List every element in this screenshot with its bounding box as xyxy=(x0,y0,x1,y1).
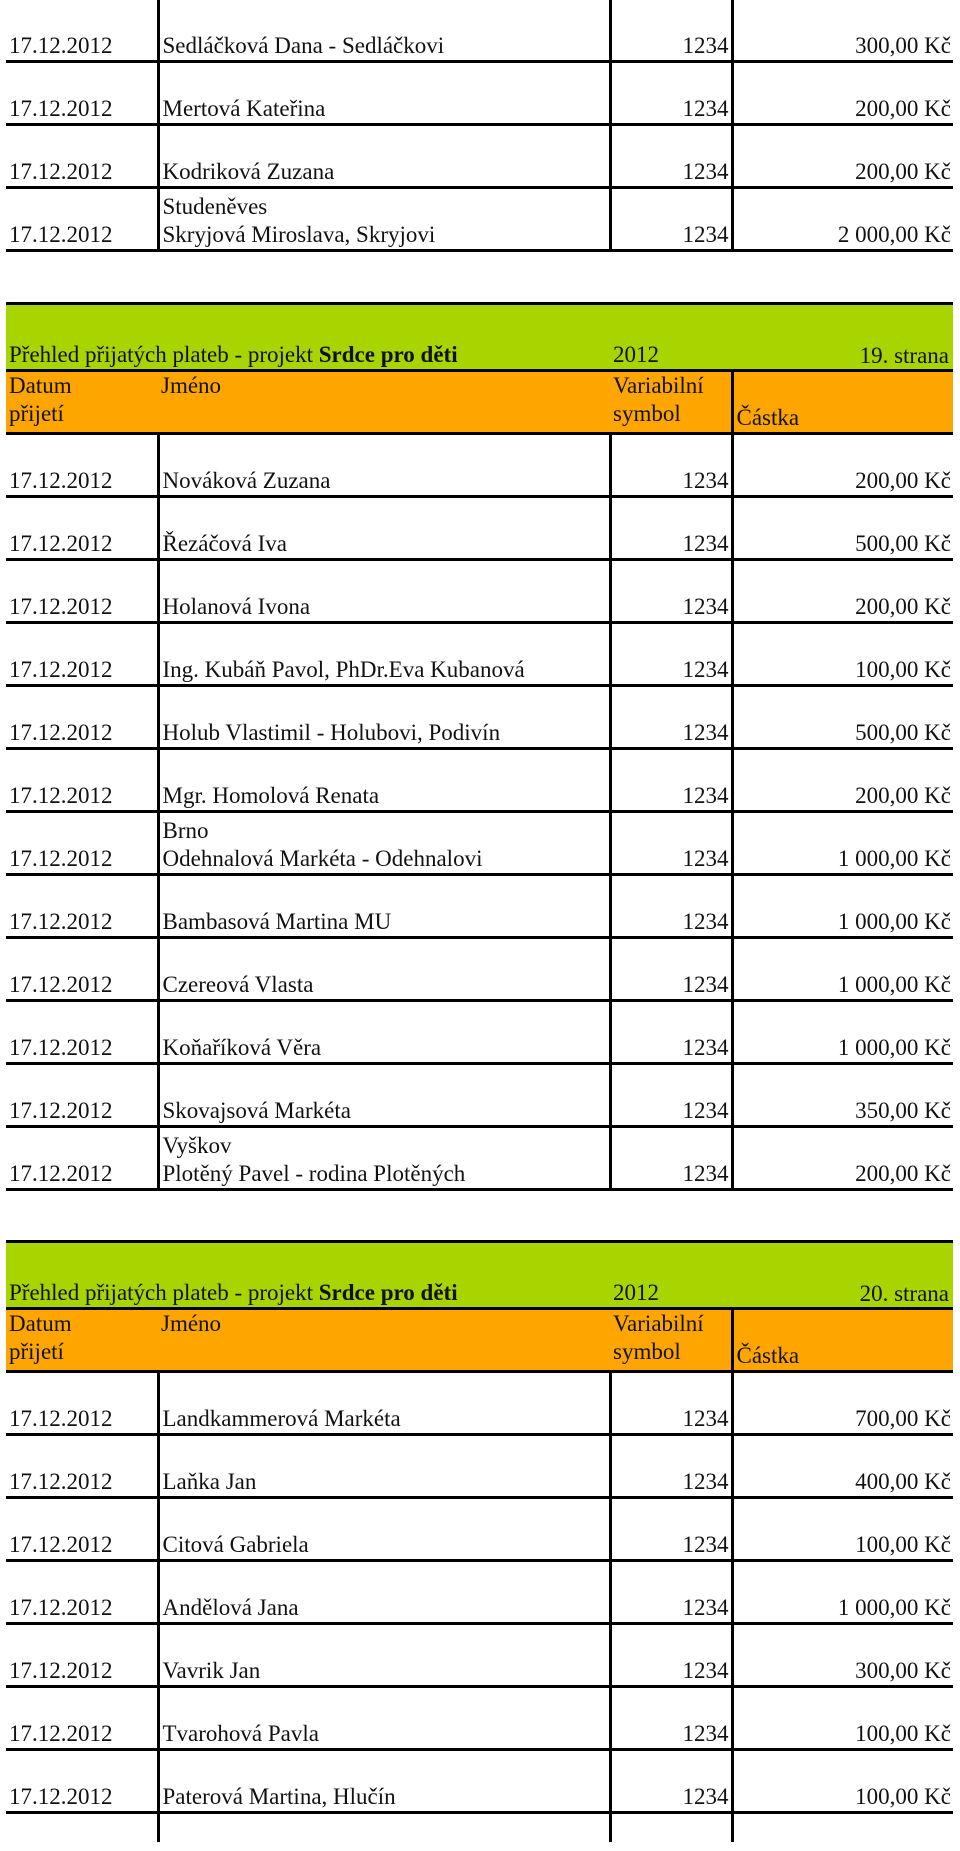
row-variable-symbol: 1234 xyxy=(610,1498,732,1561)
column-headers xyxy=(6,371,953,434)
row-variable-symbol: 1234 xyxy=(610,560,732,623)
row-date: 17.12.2012 xyxy=(6,1687,158,1750)
row-amount: 500,00 Kč xyxy=(732,497,953,560)
row-amount: 200,00 Kč xyxy=(732,749,953,812)
row-date: 17.12.2012 xyxy=(6,1624,158,1687)
row-name: Holanová Ivona xyxy=(158,560,610,623)
row-date: 17.12.2012 xyxy=(6,1750,158,1813)
row-name: Tvarohová Pavla xyxy=(158,1687,610,1750)
row-variable-symbol: 1234 xyxy=(610,812,732,875)
row-amount: 350,00 Kč xyxy=(732,1064,953,1127)
header-amount: 20. strana Částka xyxy=(732,1309,953,1372)
table-row xyxy=(6,1624,953,1687)
row-amount: 200,00 Kč xyxy=(732,1127,953,1190)
row-name: Vavrik Jan xyxy=(158,1624,610,1687)
row-date: 17.12.2012 xyxy=(6,1372,158,1435)
row-name: Řezáčová Iva xyxy=(158,497,610,560)
page-20-block xyxy=(6,1240,953,1842)
row-amount: 200,00 Kč xyxy=(732,125,953,188)
row-amount: 1 000,00 Kč xyxy=(732,1001,953,1064)
table-row xyxy=(6,434,953,497)
table-row xyxy=(6,1750,953,1813)
section-top-rows xyxy=(6,0,953,252)
table-row xyxy=(6,1372,953,1435)
header-name: Jméno xyxy=(158,1309,610,1372)
table-row xyxy=(6,686,953,749)
table-row xyxy=(6,1687,953,1750)
row-name: Czereová Vlasta xyxy=(158,938,610,1001)
row-location: Studeněves xyxy=(162,194,268,219)
column-headers xyxy=(6,1309,953,1372)
table-row xyxy=(6,938,953,1001)
row-name: Holub Vlastimil - Holubovi, Podivín xyxy=(158,686,610,749)
table-row xyxy=(6,1127,953,1190)
row-date: 17.12.2012 xyxy=(6,749,158,812)
table-row xyxy=(6,812,953,875)
page-number: 20. strana xyxy=(859,1281,949,1306)
row-variable-symbol: 1234 xyxy=(610,1372,732,1435)
row-name: Landkammerová Markéta xyxy=(158,1372,610,1435)
table-row xyxy=(6,1001,953,1064)
row-amount: 100,00 Kč xyxy=(732,623,953,686)
row-amount: 300,00 Kč xyxy=(732,1624,953,1687)
row-amount: 1 000,00 Kč xyxy=(732,938,953,1001)
table-row xyxy=(6,62,953,125)
row-amount: 100,00 Kč xyxy=(732,1498,953,1561)
table-row xyxy=(6,1561,953,1624)
row-name: Koňaříková Věra xyxy=(158,1001,610,1064)
row-variable-symbol: 1234 xyxy=(610,1001,732,1064)
report-year: 2012 xyxy=(613,1280,660,1305)
row-variable-symbol: 1234 xyxy=(610,1064,732,1127)
table-row xyxy=(6,1435,953,1498)
table-row xyxy=(6,1498,953,1561)
report-title: Přehled přijatých plateb - projekt Srdce pro děti xyxy=(9,1280,458,1305)
row-variable-symbol: 1234 xyxy=(610,1561,732,1624)
row-amount: 700,00 Kč xyxy=(732,1372,953,1435)
row-amount: 100,00 Kč xyxy=(732,1687,953,1750)
row-amount: 200,00 Kč xyxy=(732,434,953,497)
row-date: 17.12.2012 xyxy=(6,560,158,623)
row-date: 17.12.2012 xyxy=(6,1001,158,1064)
row-date: 17.12.2012 xyxy=(6,1127,158,1190)
row-location: Vyškov xyxy=(162,1133,232,1158)
table-row xyxy=(6,560,953,623)
row-date: 17.12.2012 xyxy=(6,1064,158,1127)
row-variable-symbol: 1234 xyxy=(610,623,732,686)
report-year: 2012 xyxy=(613,342,660,367)
row-date: 17.12.2012 xyxy=(6,62,158,125)
row-name: Andělová Jana xyxy=(158,1561,610,1624)
header-vs: Variabilní symbol xyxy=(610,1309,732,1372)
row-name: Ing. Kubáň Pavol, PhDr.Eva Kubanová xyxy=(158,623,610,686)
row-date: 17.12.2012 xyxy=(6,623,158,686)
row-amount: 500,00 Kč xyxy=(732,686,953,749)
table-row xyxy=(6,749,953,812)
row-name: Mertová Kateřina xyxy=(158,62,610,125)
row-amount: 1 000,00 Kč xyxy=(732,875,953,938)
row-variable-symbol: 1234 xyxy=(610,62,732,125)
row-variable-symbol: 1234 xyxy=(610,1687,732,1750)
table-continuation xyxy=(6,1813,953,1843)
row-variable-symbol: 1234 xyxy=(610,434,732,497)
row-name: Sedláčková Dana - Sedláčkovi xyxy=(158,0,610,62)
row-date: 17.12.2012 xyxy=(6,1435,158,1498)
table-row xyxy=(6,0,953,62)
row-date: 17.12.2012 xyxy=(6,497,158,560)
row-variable-symbol: 1234 xyxy=(610,1127,732,1190)
row-amount: 300,00 Kč xyxy=(732,0,953,62)
row-date: 17.12.2012 xyxy=(6,434,158,497)
table-row xyxy=(6,497,953,560)
row-amount: 100,00 Kč xyxy=(732,1750,953,1813)
row-amount: 1 000,00 Kč xyxy=(732,812,953,875)
table-row xyxy=(6,875,953,938)
report-banner xyxy=(6,302,953,369)
row-variable-symbol: 1234 xyxy=(610,188,732,251)
header-date: Datum přijetí xyxy=(6,1309,158,1372)
row-date: 17.12.2012 xyxy=(6,188,158,251)
row-variable-symbol: 1234 xyxy=(610,875,732,938)
header-vs: Variabilní symbol xyxy=(610,371,732,434)
row-variable-symbol: 1234 xyxy=(610,938,732,1001)
row-amount: 200,00 Kč xyxy=(732,62,953,125)
row-location: Brno xyxy=(162,818,209,843)
row-variable-symbol: 1234 xyxy=(610,1624,732,1687)
row-amount: 200,00 Kč xyxy=(732,560,953,623)
row-name: Citová Gabriela xyxy=(158,1498,610,1561)
report-title: Přehled přijatých plateb - projekt Srdce pro děti xyxy=(9,342,458,367)
header-amount: 19. strana Částka xyxy=(732,371,953,434)
row-name: Laňka Jan xyxy=(158,1435,610,1498)
row-date: 17.12.2012 xyxy=(6,812,158,875)
row-name: Bambasová Martina MU xyxy=(158,875,610,938)
row-name: Studeněves Skryjová Miroslava, Skryjovi xyxy=(158,188,610,251)
row-date: 17.12.2012 xyxy=(6,1498,158,1561)
row-name: Mgr. Homolová Renata xyxy=(158,749,610,812)
row-variable-symbol: 1234 xyxy=(610,686,732,749)
row-date: 17.12.2012 xyxy=(6,0,158,62)
payments-table-top xyxy=(6,0,953,252)
table-row xyxy=(6,1064,953,1127)
row-variable-symbol: 1234 xyxy=(610,749,732,812)
row-amount: 400,00 Kč xyxy=(732,1435,953,1498)
report-banner xyxy=(6,1240,953,1307)
page-19-block xyxy=(6,302,953,1191)
row-date: 17.12.2012 xyxy=(6,125,158,188)
header-name: Jméno xyxy=(158,371,610,434)
header-date: Datum přijetí xyxy=(6,371,158,434)
row-variable-symbol: 1234 xyxy=(610,125,732,188)
row-name: Nováková Zuzana xyxy=(158,434,610,497)
row-variable-symbol: 1234 xyxy=(610,1750,732,1813)
row-variable-symbol: 1234 xyxy=(610,0,732,62)
row-date: 17.12.2012 xyxy=(6,686,158,749)
row-variable-symbol: 1234 xyxy=(610,497,732,560)
row-name: Skovajsová Markéta xyxy=(158,1064,610,1127)
row-amount: 2 000,00 Kč xyxy=(732,188,953,251)
table-row xyxy=(6,125,953,188)
page-number: 19. strana xyxy=(859,343,949,368)
row-amount: 1 000,00 Kč xyxy=(732,1561,953,1624)
row-date: 17.12.2012 xyxy=(6,875,158,938)
row-date: 17.12.2012 xyxy=(6,938,158,1001)
row-name: Vyškov Plotěný Pavel - rodina Plotěných xyxy=(158,1127,610,1190)
table-row xyxy=(6,623,953,686)
row-name: Kodriková Zuzana xyxy=(158,125,610,188)
row-name: Paterová Martina, Hlučín xyxy=(158,1750,610,1813)
row-variable-symbol: 1234 xyxy=(610,1435,732,1498)
row-date: 17.12.2012 xyxy=(6,1561,158,1624)
row-name: Brno Odehnalová Markéta - Odehnalovi xyxy=(158,812,610,875)
table-row xyxy=(6,188,953,251)
